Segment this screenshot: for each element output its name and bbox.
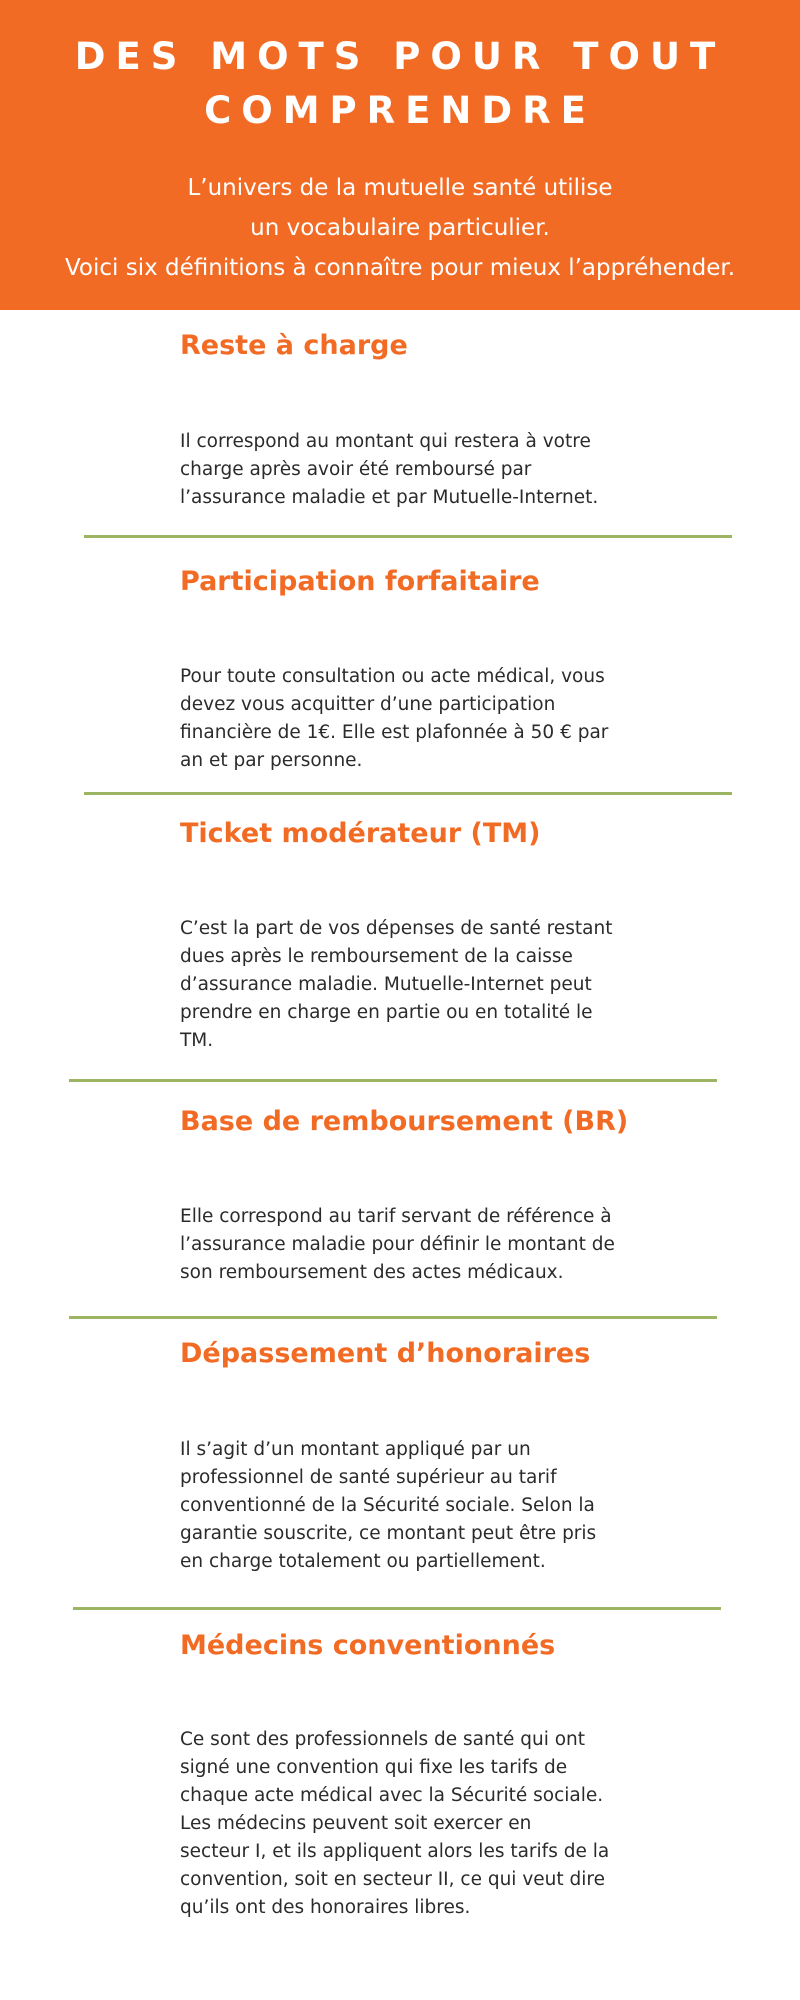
text-line: l’assurance maladie pour définir le montant de [180,1234,615,1255]
subtitle-line-2: un vocabulaire particulier. [250,215,550,241]
section-divider [73,1607,721,1610]
text-line: convention, soit en secteur II, ce qui veut dire [180,1869,605,1890]
section-text-medecins-conventionnes [180,1726,620,1922]
text-line: son remboursement des actes médicaux. [180,1262,564,1283]
text-line: Il correspond au montant qui restera à votre [180,431,591,452]
text-line: C’est la part de vos dépenses de santé restant [180,918,613,939]
text-line: d’assurance maladie. Mutuelle-Internet peut [180,974,592,995]
text-line: Les médecins peuvent soit exercer en [180,1813,532,1834]
text-line: financière de 1€. Elle est plafonnée à 50 € par [180,722,609,743]
subtitle-line-1: L’univers de la mutuelle santé utilise [187,175,613,201]
section-text-ticket-moderateur [180,915,620,1055]
section-divider [84,535,732,538]
section-text-base-de-remboursement [180,1203,620,1287]
text-line: TM. [180,1030,214,1051]
page-title [0,30,800,138]
page-title-line-1: DES MOTS POUR TOUT [74,35,726,78]
text-line: en charge totalement ou partiellement. [180,1551,546,1572]
section-divider [84,792,732,795]
text-line: professionnel de santé supérieur au tarif [180,1467,557,1488]
section-title-ticket-moderateur: Ticket modérateur (TM) [180,818,541,849]
text-line: qu’ils ont des honoraires libres. [180,1897,471,1918]
section-title-base-de-remboursement: Base de remboursement (BR) [180,1106,629,1137]
text-line: l’assurance maladie et par Mutuelle-Internet. [180,487,599,508]
section-text-reste-a-charge [180,428,620,512]
section-title-participation-forfaitaire: Participation forfaitaire [180,566,540,597]
section-title-medecins-conventionnes: Médecins conventionnés [180,1630,556,1661]
text-line: conventionné de la Sécurité sociale. Selon la [180,1495,595,1516]
section-divider [69,1316,717,1319]
text-line: garantie souscrite, ce montant peut être pris [180,1523,597,1544]
text-line: secteur I, et ils appliquent alors les tarifs de la [180,1841,610,1862]
subtitle-line-3: Voici six définitions à connaître pour mieux l’appréhender. [64,255,736,281]
text-line: an et par personne. [180,750,363,771]
text-line: dues après le remboursement de la caisse [180,946,573,967]
page-subtitle [0,168,800,288]
section-title-reste-a-charge: Reste à charge [180,330,408,361]
section-title-depassement-honoraires: Dépassement d’honoraires [180,1338,591,1369]
text-line: prendre en charge en partie ou en totalité le [180,1002,593,1023]
text-line: Ce sont des professionnels de santé qui ont [180,1729,586,1750]
text-line: Elle correspond au tarif servant de référence à [180,1206,612,1227]
section-text-participation-forfaitaire [180,663,620,775]
section-divider [69,1079,717,1082]
page-title-line-2: COMPRENDRE [204,89,596,132]
text-line: Il s’agit d’un montant appliqué par un [180,1439,531,1460]
text-line: devez vous acquitter d’une participation [180,694,556,715]
header-banner [0,0,800,310]
text-line: Pour toute consultation ou acte médical, vous [180,666,605,687]
text-line: chaque acte médical avec la Sécurité sociale. [180,1785,604,1806]
text-line: charge après avoir été remboursé par [180,459,532,480]
section-text-depassement-honoraires [180,1436,620,1576]
text-line: signé une convention qui fixe les tarifs de [180,1757,568,1778]
